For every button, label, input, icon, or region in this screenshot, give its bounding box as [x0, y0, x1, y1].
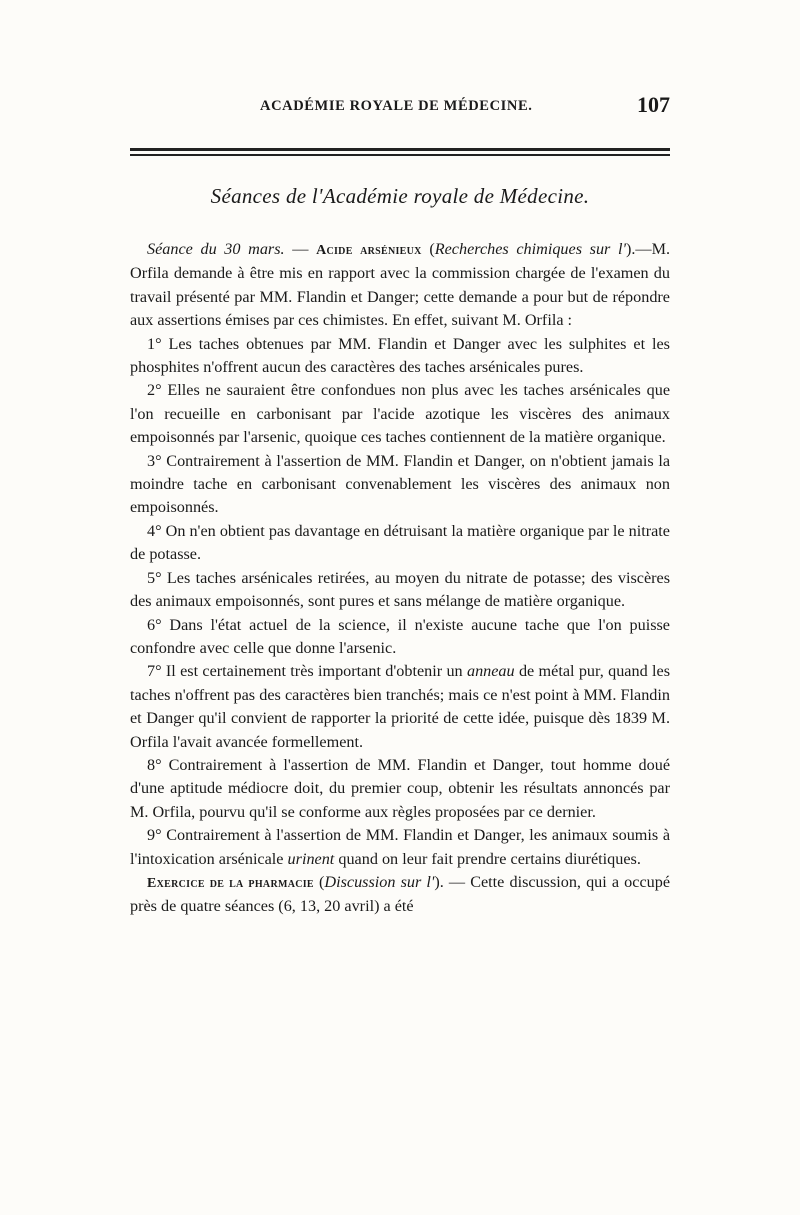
exercice-topic: Exercice de la pharmacie: [147, 875, 314, 891]
header-rule-thick: [130, 148, 670, 151]
point-3: 3° Contrairement à l'assertion de MM. Flandin et Danger, on n'obtient jamais la moindre tache en carbonisant convenablement les viscères des animaux non empoisonnés.: [130, 451, 670, 517]
point-9-emphasis: urinent: [287, 849, 335, 868]
point-9: 9° Contrairement à l'assertion de MM. Flandin et Danger, les animaux soumis à l'intoxication arsénicale urinent quand on leur fait prendre certains diurétiques.: [130, 826, 670, 868]
seance-paragraph: Séance du 30 mars. — Acide arsénieux (Recherches chimiques sur l').—M. Orfila demande à être mis en rapport avec la commission chargée de l'examen du travail présenté par MM. Flandin et Danger; cette demande a pour but de répondre aux assertions émises par ces chimistes. En effet, suivant M. Orfila :: [130, 240, 671, 330]
body-text: [130, 238, 670, 919]
exercice-text: — Cette discussion, qui a occupé près de quatre séances (6, 13, 20 avril) a été: [130, 872, 671, 916]
point-6: 6° Dans l'état actuel de la science, il n'existe aucune tache que l'on puisse confondre avec celle que donne l'arsenic.: [130, 615, 670, 657]
exercice-reference: Discussion sur l': [324, 872, 435, 891]
running-head: ACADÉMIE ROYALE DE MÉDECINE.: [260, 98, 533, 114]
point-5: 5° Les taches arsénicales retirées, au moyen du nitrate de potasse; des viscères des animaux empoisonnés, sont pures et sans mélange de matière organique.: [130, 568, 670, 611]
seance-reference: Recherches chimiques sur l': [434, 240, 626, 258]
header-rule-thin: [130, 154, 670, 156]
exercice-paragraph: Exercice de la pharmacie (Discussion sur l'). — Cette discussion, qui a occupé près de quatre séances (6, 13, 20 avril) a été: [130, 872, 671, 916]
point-7: 7° Il est certainement très important d'obtenir un anneau de métal pur, quand les taches n'offrent pas des caractères bien tranchés; mais ce n'est point à MM. Flandin et Danger qu'il convient de rapporter la priorité de cette idée, puisque dès 1839 M. Orfila l'avait avancée formellement.: [130, 662, 670, 751]
point-1: 1° Les taches obtenues par MM. Flandin et Danger avec les sulphites et les phosphites n'offrent aucun des caractères des taches arsénicales pures.: [130, 334, 670, 377]
page-header: [130, 94, 670, 124]
seance-date: Séance du 30 mars.: [147, 240, 285, 258]
seance-text: —M. Orfila demande à être mis en rapport avec la commission chargée de l'examen du travail présenté par MM. Flandin et Danger; cette demande a pour but de répondre aux assertions émises par ces chimistes. En effet, suivant M. Orfila :: [130, 240, 671, 330]
point-7-emphasis: anneau: [466, 662, 515, 681]
point-4: 4° On n'en obtient pas davantage en détruisant la matière organique par le nitrate de potasse.: [130, 521, 670, 564]
seance-topic: Acide arsénieux: [316, 243, 422, 258]
section-title: Séances de l'Académie royale de Médecine.: [210, 184, 590, 208]
point-8: 8° Contrairement à l'assertion de MM. Flandin et Danger, tout homme doué d'une aptitude médiocre doit, du premier coup, obtenir les résultats annoncés par M. Orfila, pourvu qu'il se conforme aux règles proposées par ce dernier.: [130, 755, 670, 821]
page-number: 107: [637, 92, 670, 117]
point-2: 2° Elles ne sauraient être confondues non plus avec les taches arsénicales que l'on recueille en carbonisant par l'acide azotique les viscères des animaux empoisonnés par l'arsenic, quoique ces taches contiennent de la matière organique.: [130, 381, 670, 447]
